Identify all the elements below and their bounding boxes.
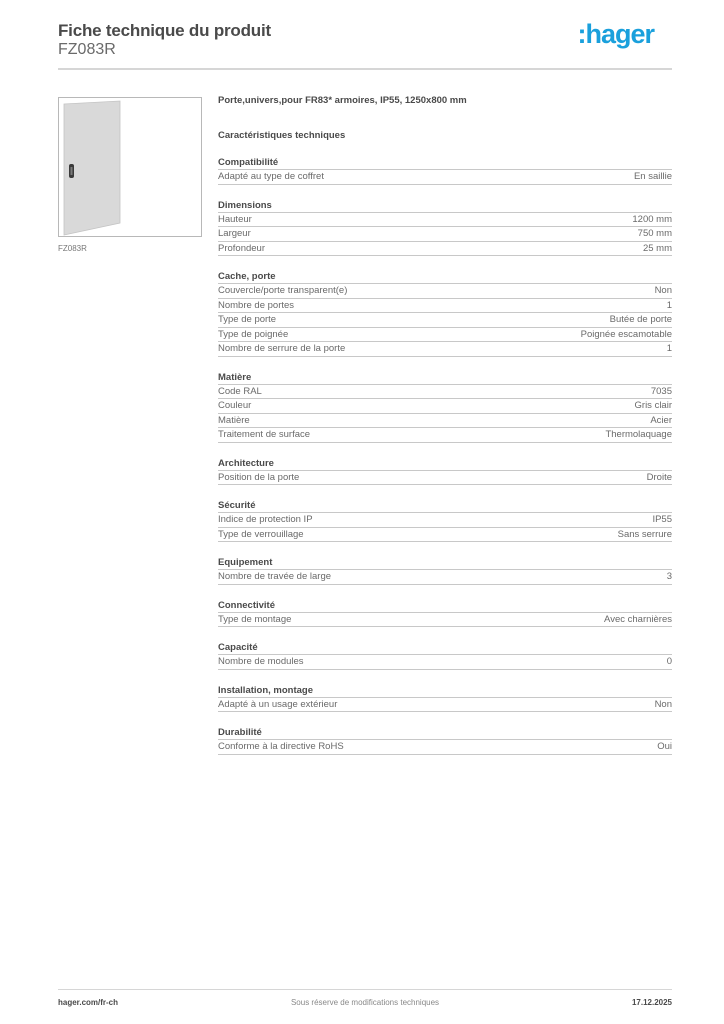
spec-value: 7035 bbox=[650, 385, 672, 397]
spec-value: 25 mm bbox=[642, 242, 672, 254]
spec-label: Couleur bbox=[218, 400, 252, 411]
spec-group-title: Architecture bbox=[218, 457, 672, 471]
header-divider bbox=[58, 68, 672, 70]
spec-label: Type de porte bbox=[218, 314, 277, 325]
spec-label: Matière bbox=[218, 414, 250, 426]
hager-logo: :hager bbox=[577, 19, 654, 49]
product-image bbox=[58, 97, 202, 237]
spec-value: 1 bbox=[666, 299, 672, 311]
spec-row bbox=[218, 328, 672, 343]
spec-group-title: Cache, porte bbox=[218, 270, 672, 284]
spec-group bbox=[218, 641, 672, 670]
spec-group-title: Durabilité bbox=[218, 726, 672, 740]
spec-row bbox=[218, 227, 672, 242]
footer-date: 17.12.2025 bbox=[631, 998, 672, 1007]
spec-row bbox=[218, 513, 672, 528]
spec-value: Non bbox=[654, 698, 672, 710]
spec-value: Non bbox=[654, 285, 672, 296]
spec-value: IP55 bbox=[652, 514, 672, 525]
product-image-caption: FZ083R bbox=[58, 244, 87, 253]
section-heading: Caractéristiques techniques bbox=[218, 130, 346, 141]
spec-label: Type de verrouillage bbox=[218, 528, 304, 540]
spec-group bbox=[218, 156, 672, 185]
spec-group-title: Sécurité bbox=[218, 499, 672, 513]
spec-value: Acier bbox=[650, 414, 672, 426]
spec-group bbox=[218, 499, 672, 542]
spec-row bbox=[218, 414, 672, 429]
footer-divider bbox=[58, 989, 672, 990]
spec-group bbox=[218, 684, 672, 713]
spec-group-title: Equipement bbox=[218, 556, 672, 570]
footer-website-link[interactable]: hager.com/fr-ch bbox=[58, 998, 119, 1007]
spec-group bbox=[218, 199, 672, 257]
spec-label: Profondeur bbox=[218, 242, 266, 254]
spec-label: Couvercle/porte transparent(e) bbox=[218, 285, 348, 296]
spec-row bbox=[218, 299, 672, 314]
spec-label: Conforme à la directive RoHS bbox=[218, 741, 344, 752]
spec-group bbox=[218, 726, 672, 755]
spec-row bbox=[218, 528, 672, 543]
spec-value: Avec charnières bbox=[604, 613, 672, 625]
spec-row bbox=[218, 284, 672, 299]
spec-group bbox=[218, 371, 672, 443]
spec-value: 750 mm bbox=[637, 228, 672, 239]
document-title: Fiche technique du produit bbox=[58, 21, 271, 40]
spec-row bbox=[218, 428, 672, 443]
spec-group-title: Matière bbox=[218, 371, 672, 385]
cabinet-door-icon bbox=[59, 98, 201, 236]
spec-label: Code RAL bbox=[218, 385, 262, 397]
spec-label: Adapté à un usage extérieur bbox=[218, 698, 338, 710]
spec-value: Sans serrure bbox=[617, 528, 672, 540]
spec-value: Thermolaquage bbox=[605, 429, 672, 440]
specifications bbox=[218, 95, 672, 755]
spec-row bbox=[218, 471, 672, 486]
spec-value: 3 bbox=[666, 571, 672, 582]
spec-label: Nombre de modules bbox=[218, 656, 304, 667]
product-reference: FZ083R bbox=[58, 41, 116, 58]
spec-value: Butée de porte bbox=[609, 314, 672, 325]
spec-value: 1200 mm bbox=[632, 213, 672, 225]
spec-label: Nombre de portes bbox=[218, 299, 295, 311]
spec-row bbox=[218, 342, 672, 357]
spec-row bbox=[218, 570, 672, 585]
spec-label: Hauteur bbox=[218, 213, 252, 225]
spec-row bbox=[218, 613, 672, 628]
spec-row bbox=[218, 385, 672, 400]
footer-disclaimer: Sous réserve de modifications techniques bbox=[290, 998, 440, 1007]
spec-row bbox=[218, 740, 672, 755]
spec-label: Nombre de travée de large bbox=[218, 571, 332, 582]
spec-row bbox=[218, 698, 672, 713]
spec-row bbox=[218, 213, 672, 228]
spec-value: 0 bbox=[666, 656, 672, 667]
spec-value: Droite bbox=[646, 471, 672, 483]
spec-group-title: Compatibilité bbox=[218, 156, 672, 170]
spec-value: Oui bbox=[657, 741, 672, 752]
spec-label: Adapté au type de coffret bbox=[218, 171, 324, 182]
spec-row bbox=[218, 313, 672, 328]
product-description: Porte,univers,pour FR83* armoires, IP55, 1250x800 mm bbox=[218, 95, 467, 106]
spec-value: Poignée escamotable bbox=[580, 328, 672, 340]
spec-label: Indice de protection IP bbox=[218, 514, 313, 525]
spec-row bbox=[218, 655, 672, 670]
spec-row bbox=[218, 399, 672, 414]
spec-group-title: Connectivité bbox=[218, 599, 672, 613]
spec-value: En saillie bbox=[633, 171, 672, 182]
spec-row bbox=[218, 242, 672, 257]
spec-label: Type de montage bbox=[218, 613, 292, 625]
spec-row bbox=[218, 170, 672, 185]
document-header bbox=[58, 21, 672, 59]
spec-group bbox=[218, 599, 672, 628]
spec-group bbox=[218, 270, 672, 357]
spec-label: Largeur bbox=[218, 228, 251, 239]
spec-group bbox=[218, 457, 672, 486]
spec-group bbox=[218, 556, 672, 585]
spec-value: 1 bbox=[666, 343, 672, 354]
spec-groups bbox=[218, 156, 672, 755]
spec-label: Traitement de surface bbox=[218, 429, 311, 440]
spec-group-title: Installation, montage bbox=[218, 684, 672, 698]
spec-group-title: Capacité bbox=[218, 641, 672, 655]
spec-label: Type de poignée bbox=[218, 328, 289, 340]
spec-label: Nombre de serrure de la porte bbox=[218, 343, 346, 354]
spec-group-title: Dimensions bbox=[218, 199, 672, 213]
spec-value: Gris clair bbox=[634, 400, 672, 411]
spec-label: Position de la porte bbox=[218, 471, 300, 483]
